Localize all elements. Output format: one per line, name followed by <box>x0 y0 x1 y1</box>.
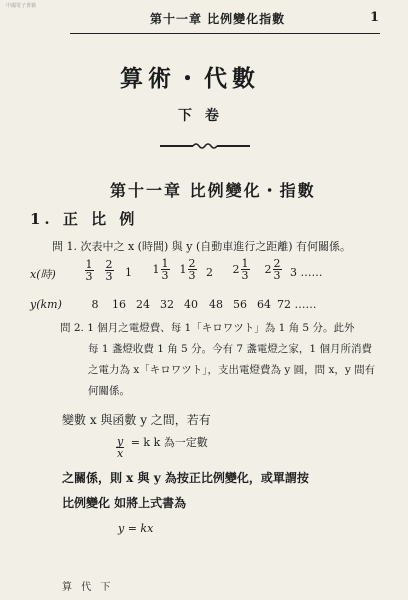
table-x-cell <box>150 258 172 281</box>
chapter-heading: 第十一章 比例變化・指數 <box>110 181 316 200</box>
table-x-cell <box>177 258 199 281</box>
ratio-fraction <box>116 436 124 459</box>
table-x-value: 3 …… <box>290 266 323 279</box>
table-x-numerator: 1 <box>85 258 93 271</box>
ratio-denominator: x <box>117 447 124 460</box>
table-x-numerator: 1 <box>241 257 249 270</box>
table-x-numerator: 1 <box>161 257 169 270</box>
table-x-cell <box>125 266 132 279</box>
table-x-cell <box>262 258 284 281</box>
table-y-cell: 48 <box>209 298 223 311</box>
table-x-denominator: 3 <box>188 269 196 282</box>
header-rule <box>70 33 380 34</box>
table-y-cell: 8 <box>91 298 99 311</box>
table-y-cell: 64 <box>257 298 271 311</box>
table-x-denominator: 3 <box>241 269 249 282</box>
table-x-cell <box>206 266 213 279</box>
table-x-whole: 2 <box>232 263 240 276</box>
volume-subtitle: 下 卷 <box>178 108 223 124</box>
running-header: 第十一章 比例變化指數 <box>150 12 286 26</box>
question-2-line-4: 何關係。 <box>88 385 130 397</box>
table-x-cell <box>98 258 120 282</box>
definition-text-2: 之關係，則 x 與 y 為按正比例變化，或單謂按 <box>62 471 309 485</box>
table-y-cell: 56 <box>233 298 247 311</box>
question-2-line-2: 每 1 盞燈收費 1 角 5 分。今有 7 盞電燈之家，1 個月所消費 <box>88 343 372 355</box>
table-x-whole: 1 <box>179 263 187 276</box>
table-x-value: 1 <box>125 266 132 279</box>
question-2-line-3: 之電力為 x「キロワツト」，支出電燈費為 y 圓，問 x，y 間有 <box>88 364 376 376</box>
table-x-whole: 1 <box>152 263 160 276</box>
table-x-label: x(時) <box>30 268 56 281</box>
table-y-cell: 24 <box>136 298 150 311</box>
watermark: 中國電子書籍 <box>6 3 37 9</box>
table-x-denominator: 3 <box>273 269 281 282</box>
book-title: 算術・代數 <box>120 65 260 92</box>
table-y-cell: 40 <box>184 298 198 311</box>
table-y-cell: 32 <box>160 298 174 311</box>
table-x-numerator: 2 <box>273 257 281 270</box>
table-x-numerator: 2 <box>188 257 196 270</box>
table-x-denominator: 3 <box>161 269 169 282</box>
table-x-cell <box>290 266 323 279</box>
table-x-denominator: 3 <box>105 270 113 283</box>
table-y-cell: 72 …… <box>277 298 317 311</box>
table-x-value: 2 <box>206 266 213 279</box>
page-footer: 算 代 下 <box>62 582 114 593</box>
equation-1 <box>116 434 208 459</box>
table-y-label: y(km) <box>30 298 62 311</box>
definition-text-1: 變數 x 與函數 y 之間，若有 <box>62 413 211 427</box>
page-number: 1 <box>370 10 380 25</box>
question-1: 問 1. 次表中之 x (時間) 與 y (自動車進行之距離) 有何關係。 <box>52 240 352 253</box>
table-x-cell <box>78 258 100 282</box>
table-x-numerator: 2 <box>105 258 113 271</box>
ornament-divider <box>160 141 250 151</box>
equation-1-rest: = k k 為一定數 <box>130 436 208 449</box>
table-y-cell: 16 <box>112 298 126 311</box>
question-2-line-1: 問 2. 1 個月之電燈費、每 1「キロワツト」為 1 角 5 分。此外 <box>60 322 355 334</box>
definition-text-3: 比例變化 如將上式書為 <box>62 496 187 510</box>
table-x-cell <box>230 258 252 281</box>
section-heading: 1. 正 比 例 <box>30 210 139 228</box>
ratio-numerator: y <box>117 435 124 448</box>
table-x-whole: 2 <box>264 263 272 276</box>
equation-2: y = kx <box>118 522 154 535</box>
table-x-denominator: 3 <box>85 270 93 283</box>
